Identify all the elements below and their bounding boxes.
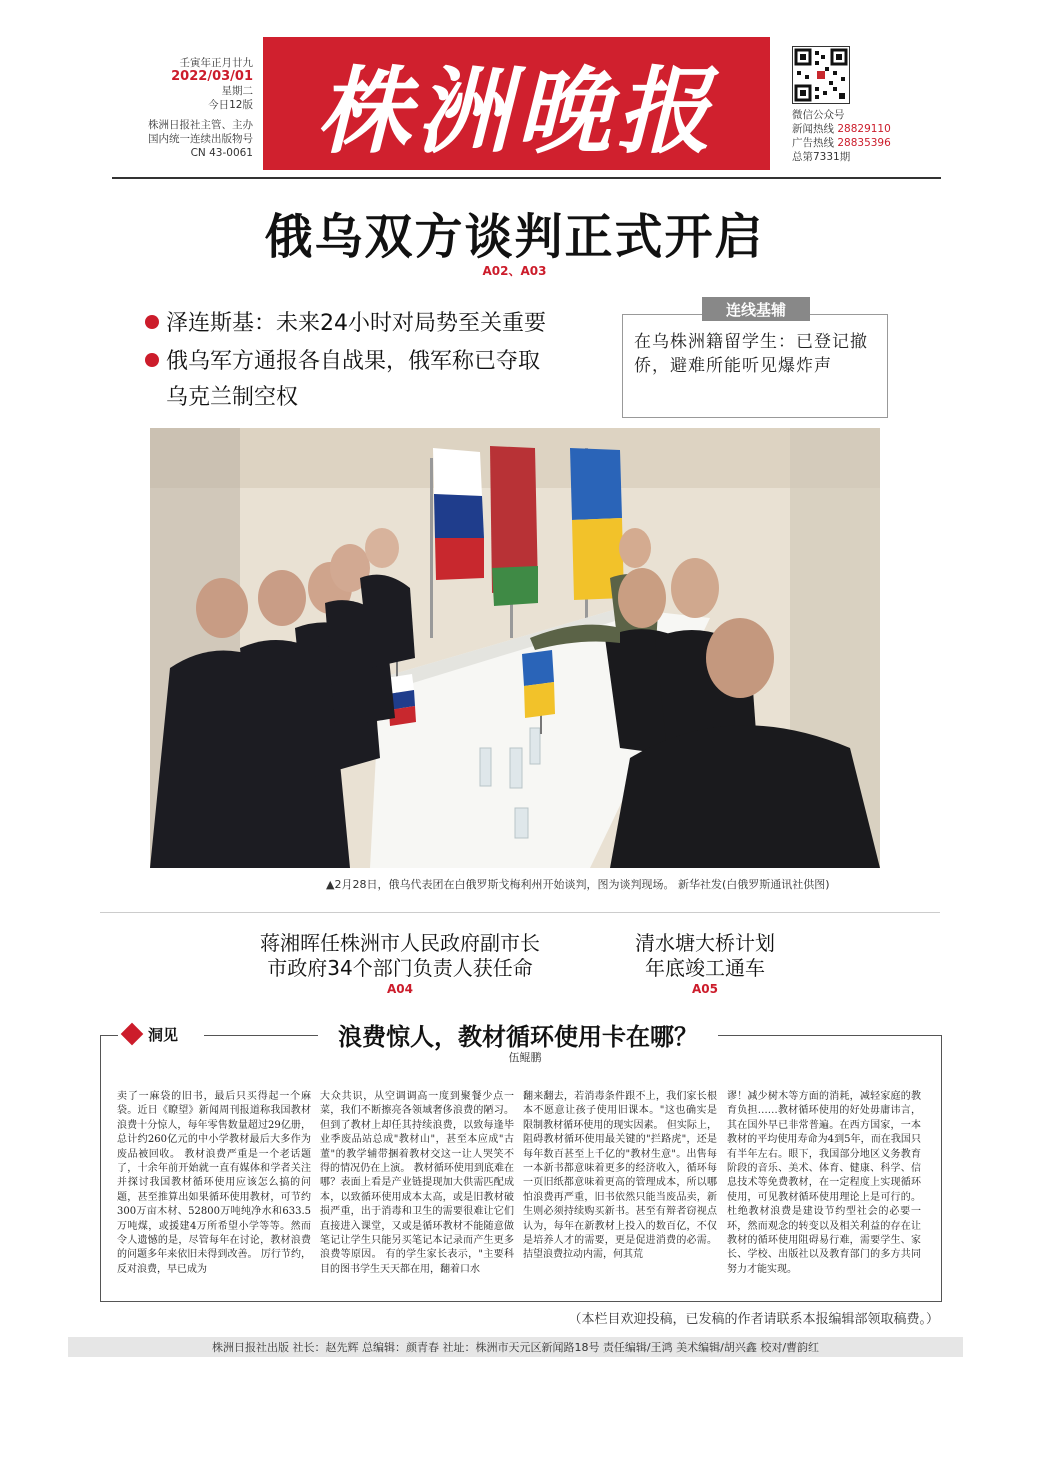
news-hotline: 新闻热线 28829110 [792, 123, 891, 135]
headline-bullet[interactable]: 俄乌军方通报各自战果，俄军称已夺取 [145, 344, 540, 375]
bullet-dot-icon [145, 353, 159, 367]
bullet-dot-icon [145, 315, 159, 329]
story-bridge[interactable]: 清水塘大桥计划 年底竣工通车 [635, 931, 775, 980]
newspaper-masthead [263, 37, 770, 170]
footer-credits: 株洲日报社出版 社长：赵先辉 总编辑：颜青春 社址：株洲市天元区新闻路18号 责任编辑/王鸿 美术编辑/胡兴鑫 校对/曹韵红 [211, 1341, 820, 1354]
photo-caption: ▲2月28日，俄乌代表团在白俄罗斯戈梅利州开始谈判，图为谈判现场。 新华社发(白俄罗斯通讯社供图) [326, 878, 830, 891]
headline-page-ref[interactable]: A02、A03 [482, 264, 547, 278]
wechat-label: 微信公众号 [792, 109, 845, 121]
story-vice-mayor[interactable]: 蒋湘晖任株洲市人民政府副市长 市政府34个部门负责人获任命 [260, 931, 540, 980]
opinion-column-3: 翻来翻去，若消毒条件跟不上，我们家长根本不愿意让孩子使用旧课本。"这也确实是限制教材循环使用的现实因素。 但实际上，阻碍教材循环使用最关键的"拦路虎"，还是每年数百甚至上千亿的"教材生意"。出售每一本新书都意味着更多的经济收入，循环每一页旧纸都意味着更高的管理成本，所以哪怕浪费再严重，旧书依然只能当废品卖，新生则必须持续购买新书。甚至有辩者窃视点认为，每年在新教材上投入的数百亿，不仅是培养人才的需要，更是促进消费的必需。 拮望浪费拉动内需，何其荒 [523, 1091, 717, 1261]
submission-note: （本栏目欢迎投稿，已发稿的作者请联系本报编辑部领取稿费。） [568, 1312, 939, 1327]
story-bridge-ref[interactable]: A05 [692, 982, 718, 996]
publisher-line-2: 国内统一连续出版物号 [148, 133, 253, 145]
main-headline[interactable]: 俄乌双方谈判正式开启 [264, 209, 765, 265]
diamond-icon [121, 1023, 144, 1046]
masthead-rule [112, 177, 941, 179]
sidebox-headline[interactable]: 在乌株洲籍留学生：已登记撤侨，避难所能听见爆炸声 [634, 332, 868, 376]
story-vice-mayor-ref[interactable]: A04 [387, 982, 413, 996]
opinion-column-1: 卖了一麻袋的旧书，最后只买得起一个麻袋。近日《瞭望》新闻周刊报道称我国教材浪费十分惊人，每年零售数量超过29亿册，总计约260亿元的中小学教材最后大多作为废品被回收。 教材浪费严重是一个老话题了，十余年前开始就一直有媒体和学者关注并探讨我国教材循环使用应该怎么搞的问题，甚至推算出如果循环使用教材，可节约300万亩木材、52800万吨纯净水和633.5万吨煤，或援建4万所希望小学等等。然而令人遗憾的是，尽管每年在讨论，教材浪费的问题多年来依旧未得到改善。 厉行节约，反对浪费，早已成为 [117, 1091, 311, 1275]
qr-code-icon [792, 46, 850, 104]
masthead-left-info [135, 56, 253, 160]
page-count: 今日12版 [208, 99, 253, 111]
negotiation-photo-illustration [150, 428, 880, 868]
headline-bullet-continued[interactable]: 乌克兰制空权 [166, 385, 299, 410]
newspaper-title: 株洲晚报 [316, 57, 717, 167]
section-divider [100, 912, 940, 913]
publisher-line-1: 株洲日报社主管、主办 [148, 119, 253, 131]
opinion-title[interactable]: 浪费惊人，教材循环使用卡在哪？ [318, 1017, 718, 1052]
cn-number: CN 43-0061 [190, 147, 253, 159]
sidebox-tag: 连线基辅 [702, 297, 810, 321]
ad-hotline: 广告热线 28835396 [792, 137, 891, 149]
headline-bullet[interactable]: 泽连斯基：未来24小时对局势至关重要 [145, 306, 546, 337]
issue-date: 2022/03/01 [171, 69, 253, 84]
issue-number: 总第7331期 [792, 151, 851, 163]
opinion-author: 伍鲲鹏 [508, 1051, 542, 1064]
lunar-date: 壬寅年正月廿九 [179, 57, 253, 69]
opinion-column-2: 大众共识，从空调调高一度到聚餐少点一菜，我们不断擦亮各领域奢侈浪费的陋习。但到了教材上却任其持续浪费，以致每逢毕业季废品站总成"教材山"，甚至本应成"古董"的教学辅带捆着教材交这一让人哭笑不得的情况仍在上演。 教材循环使用到底难在哪？表面上看是产业链提现加大供需匹配成本，以致循环使用成本太高，或是旧教材破损严重，出于消毒和卫生的需要很难让它们直接进入课堂，又或是循环教材不能随意做笔记让学生只能另买笔记本记录而产生更多浪费等原因。 有的学生家长表示，"主要科目的图书学生天天都在用，翻着口水 [320, 1091, 514, 1275]
masthead-right-info [792, 108, 891, 164]
opinion-badge: 洞见 [118, 1021, 204, 1047]
news-photo [150, 428, 880, 868]
weekday: 星期二 [221, 85, 253, 97]
opinion-column-4: 谬！减少树木等方面的消耗，减轻家庭的教育负担……教材循环使用的好处毋庸讳言，其在国外早已非常普遍。在西方国家，一本教材的平均使用寿命为4到5年，而在我国只有半年左右。眼下，我国部分地区义务教育阶段的音乐、美术、体育、健康、科学、信息技术等免费教材，在一定程度上实现循环使用，可见教材循环使用理论上是可行的。 杜绝教材浪费是建设节约型社会的必要一环，然而观念的转变以及相关利益的存在让教材的循环使用阻碍易行难，需要学生、家长、学校、出版社以及教育部门的多方共同努力才能实现。 [727, 1091, 921, 1275]
